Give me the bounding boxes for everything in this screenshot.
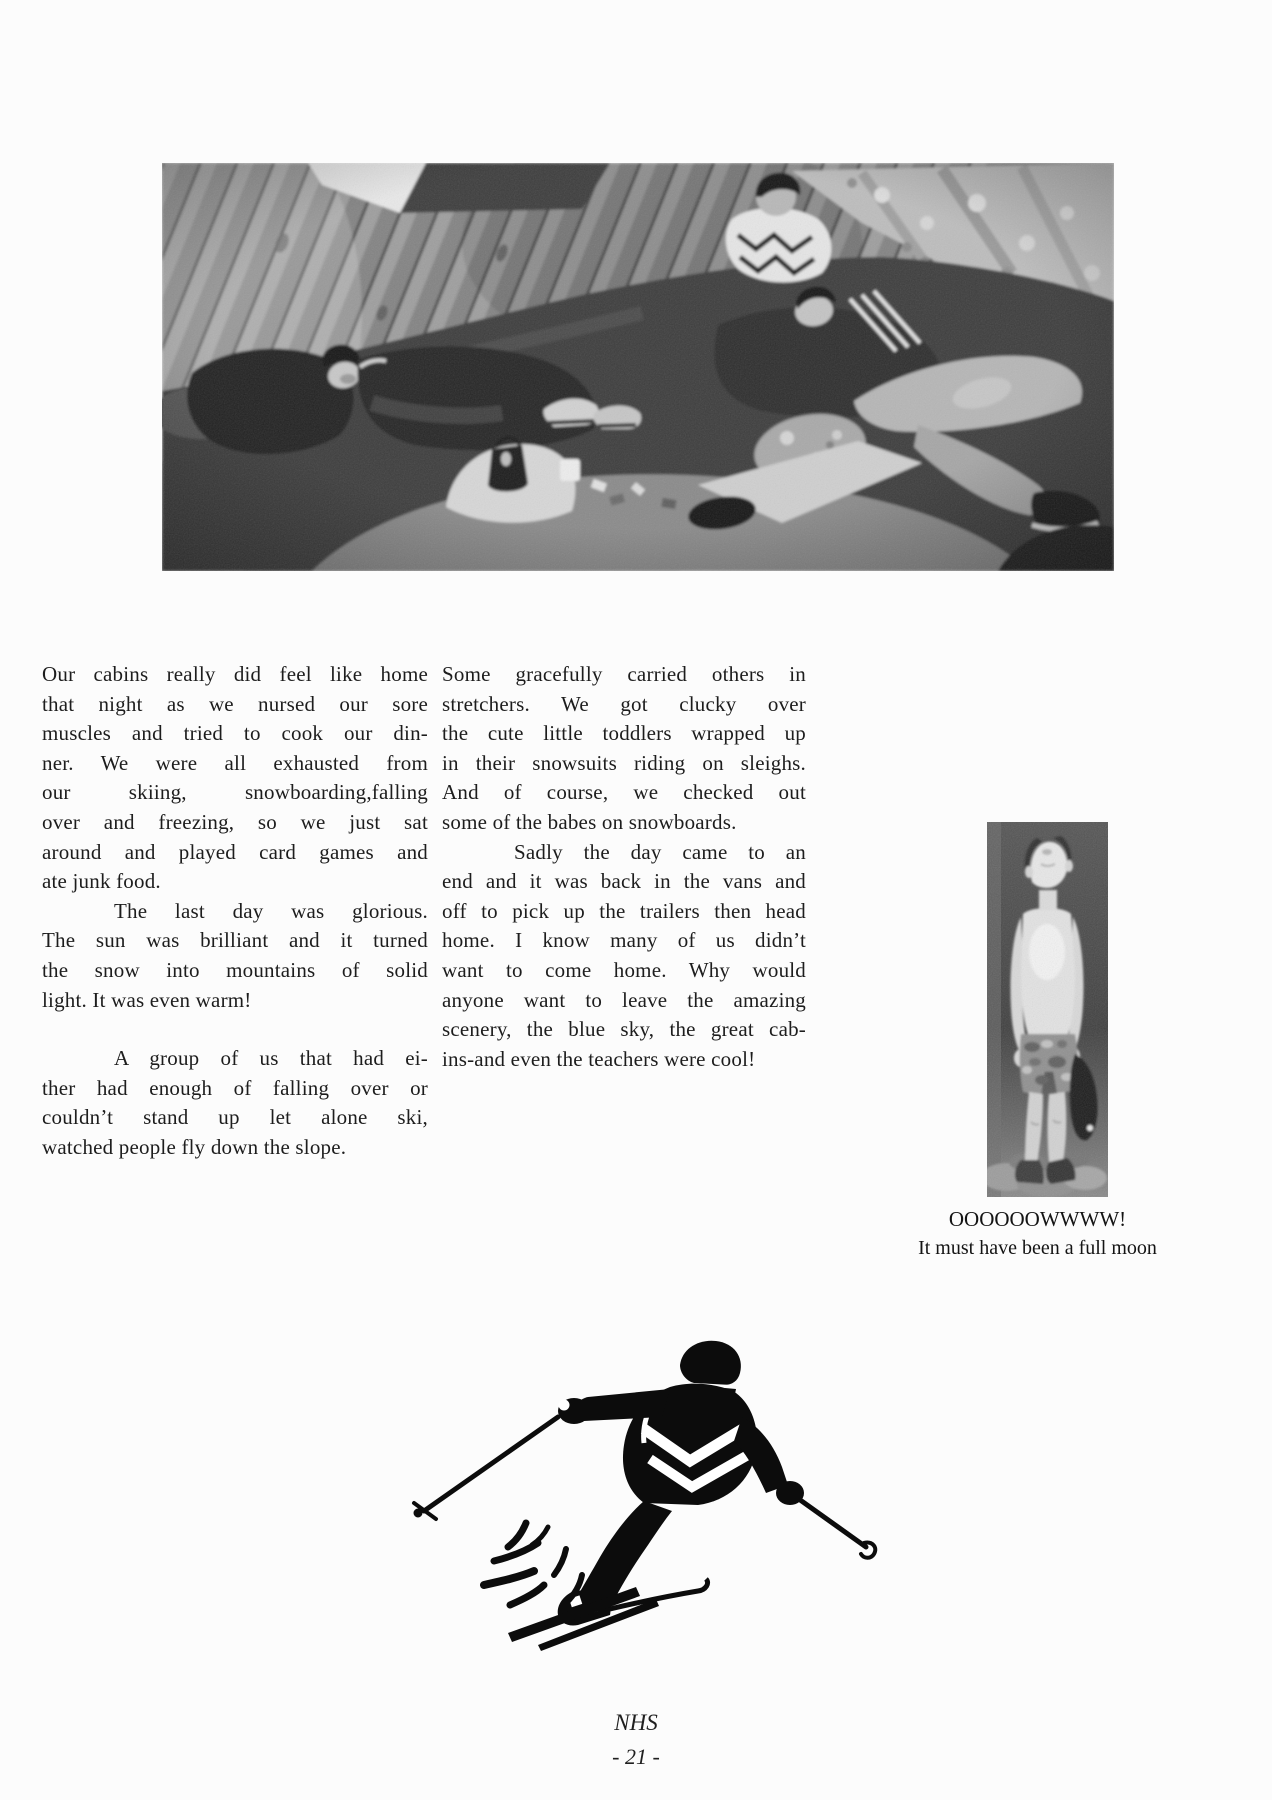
text-line: ate junk food. xyxy=(42,869,161,894)
text-line: light. It was even warm! xyxy=(42,987,252,1012)
text-line: couldn’t stand up let alone ski, xyxy=(42,1105,428,1130)
text-line: home. I know many of us didn’t xyxy=(442,928,806,953)
photo-caption xyxy=(880,1204,1195,1262)
article-left-column xyxy=(42,660,428,1163)
text-line: ner. We were all exhausted from xyxy=(42,750,428,775)
text-line: The sun was brilliant and it turned xyxy=(42,928,428,953)
text-line: the cute little toddlers wrapped up xyxy=(442,721,806,746)
text-line: ther had enough of falling over or xyxy=(42,1075,428,1100)
text-line: Some gracefully carried others in xyxy=(442,662,806,686)
text-line: end and it was back in the vans and xyxy=(442,869,806,894)
text-line: Our cabins really did feel like home xyxy=(42,662,428,686)
text-line: A group of us that had ei- xyxy=(114,1046,428,1071)
text-line: muscles and tried to cook our din- xyxy=(42,721,428,746)
skier-body xyxy=(508,1341,804,1651)
text-line: the snow into mountains of solid xyxy=(42,957,428,982)
text-line: scenery, the blue sky, the great cab- xyxy=(442,1017,806,1042)
snow-spray xyxy=(484,1523,582,1605)
cabin-lounge-photo-art xyxy=(162,163,1114,571)
text-line: anyone want to leave the amazing xyxy=(442,987,806,1012)
footer-org: NHS xyxy=(614,1710,658,1735)
text-line: ins-and even the teachers were cool! xyxy=(442,1046,756,1071)
text-line: want to come home. Why would xyxy=(442,957,806,982)
text-line: that night as we nursed our sore xyxy=(42,691,428,716)
page-footer xyxy=(0,1706,1272,1773)
text-line: stretchers. We got clucky over xyxy=(442,691,806,716)
text-line: some of the babes on snowboards. xyxy=(442,809,737,834)
caption-line-2: It must have been a full moon xyxy=(918,1237,1157,1259)
text-line: over and freezing, so we just sat xyxy=(42,809,428,834)
caption-line-1: OOOOOOWWWW! xyxy=(948,1207,1127,1231)
text-line: around and played card games and xyxy=(42,839,428,864)
full-moon-photo xyxy=(987,822,1108,1197)
text-line: Sadly the day came to an xyxy=(514,839,806,864)
skier-clipart xyxy=(398,1333,878,1653)
text-line: The last day was glorious. xyxy=(114,898,428,923)
text-line: And of course, we checked out xyxy=(442,780,806,805)
cabin-lounge-photo xyxy=(162,163,1114,571)
text-line: our skiing, snowboarding,falling xyxy=(42,780,428,805)
full-moon-photo-art xyxy=(987,822,1108,1197)
skier-clipart-art xyxy=(398,1333,878,1653)
text-line: watched people fly down the slope. xyxy=(42,1134,347,1159)
article-right-column xyxy=(442,660,806,1074)
text-line: in their snowsuits riding on sleighs. xyxy=(442,750,806,775)
text-line: off to pick up the trailers then head xyxy=(442,898,806,923)
page-number: - 21 - xyxy=(612,1744,660,1769)
